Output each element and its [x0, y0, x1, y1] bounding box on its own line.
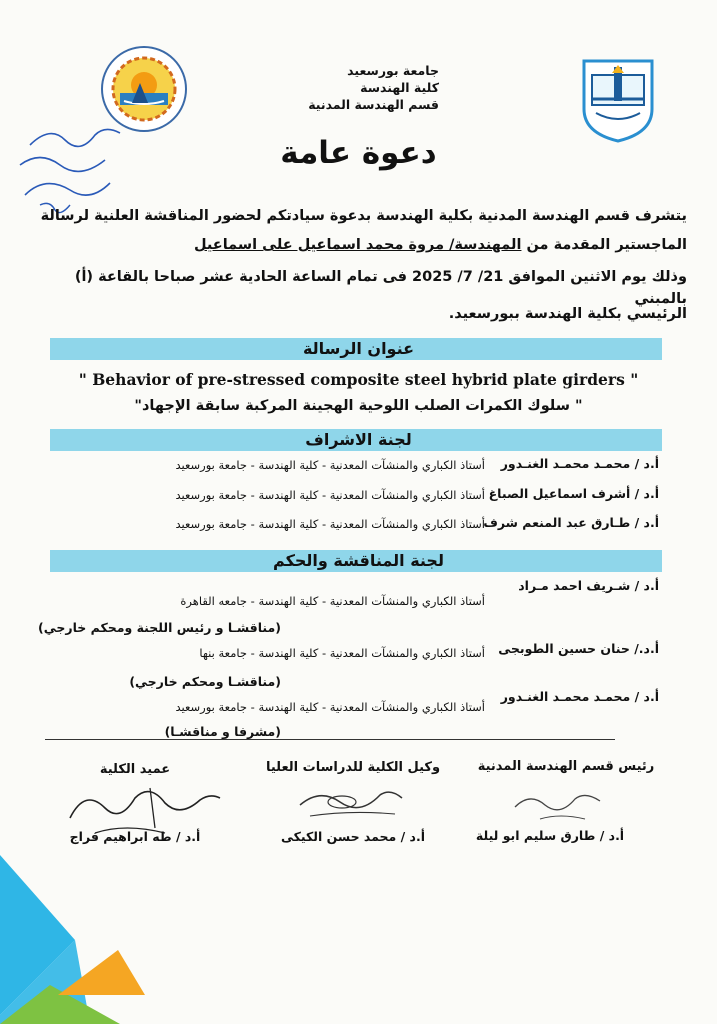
examiner-title: أستاذ الكباري والمنشآت المعدنية - كلية الهندسة - جامعة بنها	[199, 646, 485, 660]
signature-role-department-head: رئيس قسم الهندسة المدنية	[477, 759, 655, 774]
signature-name-department-head: أ.د / طارق سليم ابو ليلة	[475, 828, 625, 843]
invitation-line-1: يتشرف قسم الهندسة المدنية بكلية الهندسة بدعوة سيادتكم لحضور المناقشة العلنية لرسالة	[40, 208, 687, 224]
examiner-title: أستاذ الكباري والمنشآت المعدنية - كلية الهندسة - جامعه القاهرة	[180, 594, 485, 608]
signature-department-head-image	[505, 787, 615, 827]
supervisor-name: أ.د / محمـد محمـد الغنـدور	[500, 456, 659, 471]
examiner-name: أ.د / شـريف احمد مـراد	[518, 578, 659, 593]
examiner-role: (مشرفا و مناقشـا)	[164, 724, 281, 739]
signature-role-dean: عميد الكلية	[99, 762, 171, 777]
supervisor-title: أستاذ الكباري والمنشآت المعدنية - كلية الهندسة - جامعة بورسعيد	[175, 458, 485, 472]
signature-name-dean: أ.د / طه ابراهيم فراج	[69, 829, 201, 844]
invitation-line-4: الرئيسي بكلية الهندسة ببورسعيد.	[448, 306, 687, 322]
signature-name-vice-dean: أ.د / محمد حسن الكيكى	[280, 829, 425, 844]
department-logo	[578, 55, 658, 143]
thesis-heading: عنوان الرسالة	[302, 339, 415, 358]
invitation-line-2-start: الماجستير المقدمة من	[521, 237, 687, 253]
candidate-name: المهندسة/ مروة محمد اسماعيل على اسماعيل	[193, 237, 522, 253]
page-title: دعوة عامة	[280, 135, 437, 171]
faculty-name: كلية الهندسة	[360, 80, 439, 95]
examiner-name: أ.د / محمـد محمـد الغنـدور	[500, 689, 659, 704]
header-institution	[308, 62, 439, 113]
supervisor-title: أستاذ الكباري والمنشآت المعدنية - كلية الهندسة - جامعة بورسعيد	[175, 488, 485, 502]
supervision-heading: لجنة الاشراف	[305, 430, 412, 449]
thesis-title-arabic: " سلوك الكمرات الصلب اللوحية الهجينة المركبة سابقة الإجهاد"	[134, 398, 583, 414]
university-name: جامعة بورسعيد	[347, 63, 439, 78]
divider-line	[45, 739, 615, 740]
decorative-corner-shapes	[0, 855, 160, 1024]
invitation-line-3: وذلك يوم الاثنين الموافق 21/ 7/ 2025 فى تمام الساعة الحادية عشر صباحا بالقاعة (أ) بالمبني	[74, 269, 687, 307]
signature-role-vice-dean: وكيل الكلية للدراسات العليا	[265, 760, 441, 775]
supervisor-name: أ.د / أشرف اسماعيل الصباغ	[488, 486, 659, 501]
examiner-role: (مناقشـا و رئيس اللجنة ومحكم خارجي)	[38, 620, 281, 635]
examiner-name: أ.د./ حنان حسين الطوبجى	[498, 641, 659, 656]
department-name: قسم الهندسة المدنية	[308, 97, 439, 112]
thesis-title-english: " Behavior of pre-stressed composite steel hybrid plate girders "	[78, 370, 639, 389]
examiner-title: أستاذ الكباري والمنشآت المعدنية - كلية الهندسة - جامعة بورسعيد	[175, 700, 485, 714]
invitation-line-2	[22, 234, 687, 256]
signature-vice-dean-image	[290, 780, 410, 825]
supervisor-name: أ.د / طـارق عبد المنعم شرف	[483, 515, 659, 530]
examiner-role: (مناقشـا ومحكم خارجي)	[129, 674, 281, 689]
supervisor-title: أستاذ الكباري والمنشآت المعدنية - كلية الهندسة - جامعة بورسعيد	[175, 517, 485, 531]
examination-heading: لجنة المناقشة والحكم	[273, 551, 444, 570]
